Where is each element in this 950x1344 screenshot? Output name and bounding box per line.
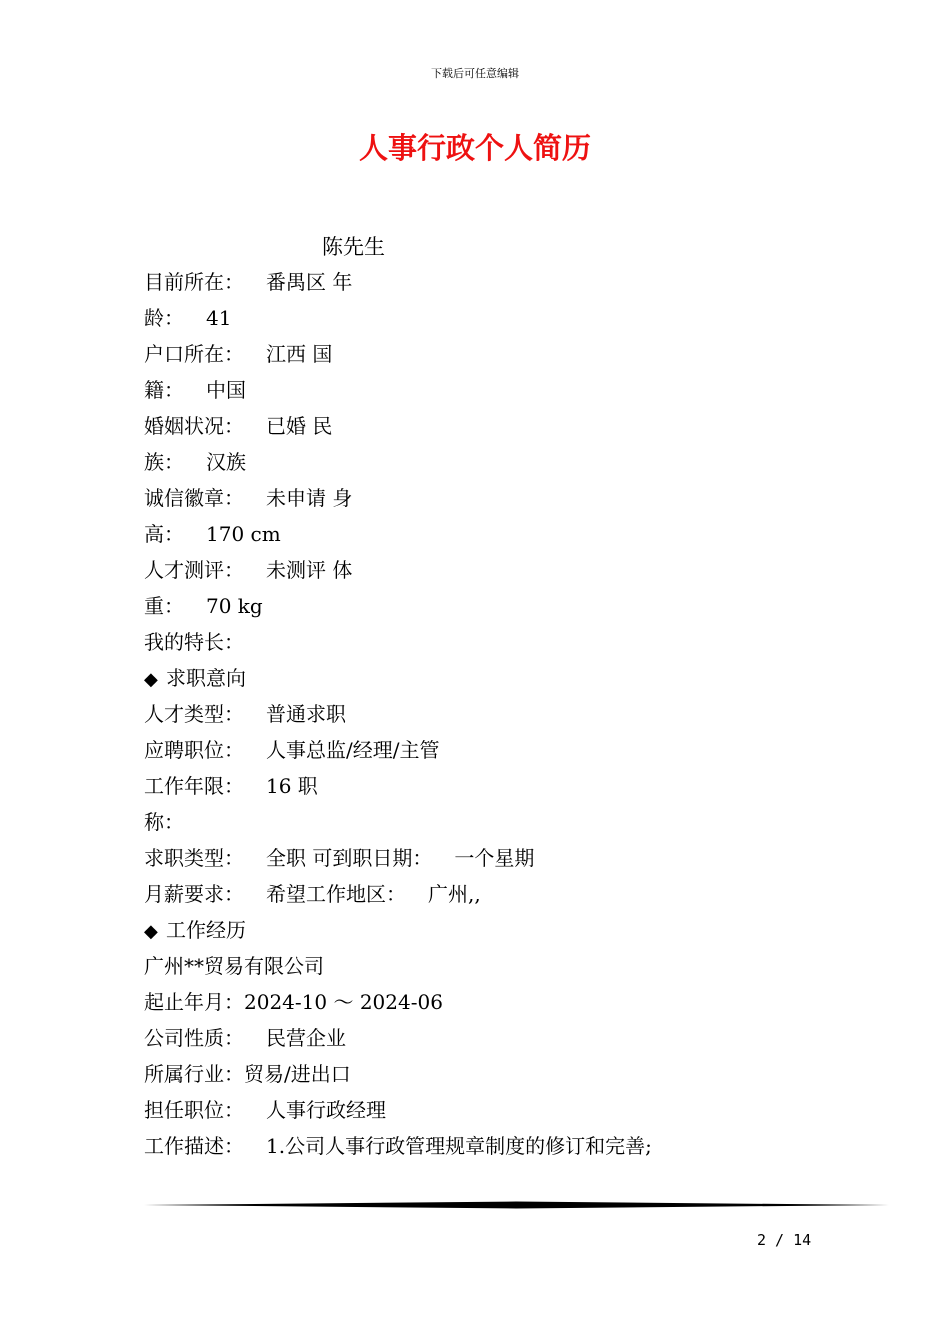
- job-value: 人事总监/经理/主管: [266, 738, 440, 762]
- work-value: 1.公司人事行政管理规章制度的修订和完善;: [266, 1134, 652, 1158]
- info-label: 籍：: [144, 378, 184, 402]
- company-name: 广州**贸易有限公司: [144, 954, 324, 978]
- job-label: 称：: [144, 810, 184, 834]
- info-label: 高：: [144, 522, 184, 546]
- work-line: [144, 984, 844, 1020]
- job-value: 普通求职: [266, 702, 346, 726]
- diamond-bullet-icon: ◆: [144, 921, 158, 942]
- work-line: [144, 1056, 844, 1092]
- info-value: 未申请 身: [266, 486, 353, 510]
- info-line: [144, 444, 844, 480]
- info-label: 目前所在：: [144, 270, 244, 294]
- info-value: 中国: [206, 378, 246, 402]
- work-line: [144, 948, 844, 984]
- document-title: 人事行政个人简历: [358, 131, 591, 165]
- info-line: [144, 408, 844, 444]
- info-label: 婚姻状况：: [144, 414, 244, 438]
- info-label: 龄：: [144, 306, 184, 330]
- job-value-secondary: 一个星期: [454, 846, 535, 870]
- info-label: 我的特长：: [144, 630, 244, 654]
- footer-divider: [144, 1201, 889, 1209]
- info-label: 族：: [144, 450, 184, 474]
- job-value: 全职 可到职日期：: [266, 846, 433, 870]
- job-value: 希望工作地区：: [266, 882, 406, 906]
- job-label: 求职类型：: [144, 846, 244, 870]
- work-label: 公司性质：: [144, 1026, 244, 1050]
- header-note: 下载后可任意编辑: [431, 67, 519, 80]
- job-label: 应聘职位：: [144, 738, 244, 762]
- info-value: 江西 国: [266, 342, 333, 366]
- job-label: 工作年限：: [144, 774, 244, 798]
- job-label: 月薪要求：: [144, 882, 244, 906]
- info-label: 人才测评：: [144, 558, 244, 582]
- job-value-secondary: 广州,,: [428, 882, 481, 906]
- work-label: 工作描述：: [144, 1134, 244, 1158]
- info-line: [144, 264, 844, 300]
- info-label: 诚信徽章：: [144, 486, 244, 510]
- info-value: 70 kg: [206, 594, 263, 618]
- info-line: [144, 372, 844, 408]
- page-number: 2 / 14: [757, 1231, 812, 1249]
- work-line: [144, 1092, 844, 1128]
- diamond-bullet-icon: ◆: [144, 669, 158, 690]
- info-value: 未测评 体: [266, 558, 353, 582]
- work-value: 人事行政经理: [266, 1098, 386, 1122]
- candidate-name: 陈先生: [322, 235, 385, 259]
- info-line: [144, 624, 844, 660]
- section-heading-job-intent: [144, 660, 844, 696]
- resume-body: [144, 264, 844, 1164]
- info-line: [144, 588, 844, 624]
- info-line: [144, 552, 844, 588]
- job-label: 人才类型：: [144, 702, 244, 726]
- section-heading-work: [144, 912, 844, 948]
- info-label: 重：: [144, 594, 184, 618]
- job-value: 16 职: [266, 774, 318, 798]
- job-line: [144, 768, 844, 804]
- section-title: 求职意向: [166, 666, 246, 690]
- info-value: 汉族: [206, 450, 246, 474]
- section-title: 工作经历: [166, 918, 246, 942]
- job-line: [144, 876, 844, 912]
- work-period: 起止年月：2024-10 ～ 2024-06: [144, 990, 443, 1014]
- job-line: [144, 696, 844, 732]
- info-line: [144, 300, 844, 336]
- info-value: 已婚 民: [266, 414, 333, 438]
- info-line: [144, 336, 844, 372]
- info-line: [144, 480, 844, 516]
- work-line: [144, 1128, 844, 1164]
- work-value: 民营企业: [266, 1026, 346, 1050]
- info-label: 户口所在：: [144, 342, 244, 366]
- info-value: 41: [206, 306, 232, 330]
- info-line: [144, 516, 844, 552]
- job-line: [144, 804, 844, 840]
- info-value: 170 cm: [206, 522, 281, 546]
- info-value: 番禺区 年: [266, 270, 353, 294]
- job-line: [144, 840, 844, 876]
- work-industry: 所属行业：贸易/进出口: [144, 1062, 351, 1086]
- work-line: [144, 1020, 844, 1056]
- work-label: 担任职位：: [144, 1098, 244, 1122]
- job-line: [144, 732, 844, 768]
